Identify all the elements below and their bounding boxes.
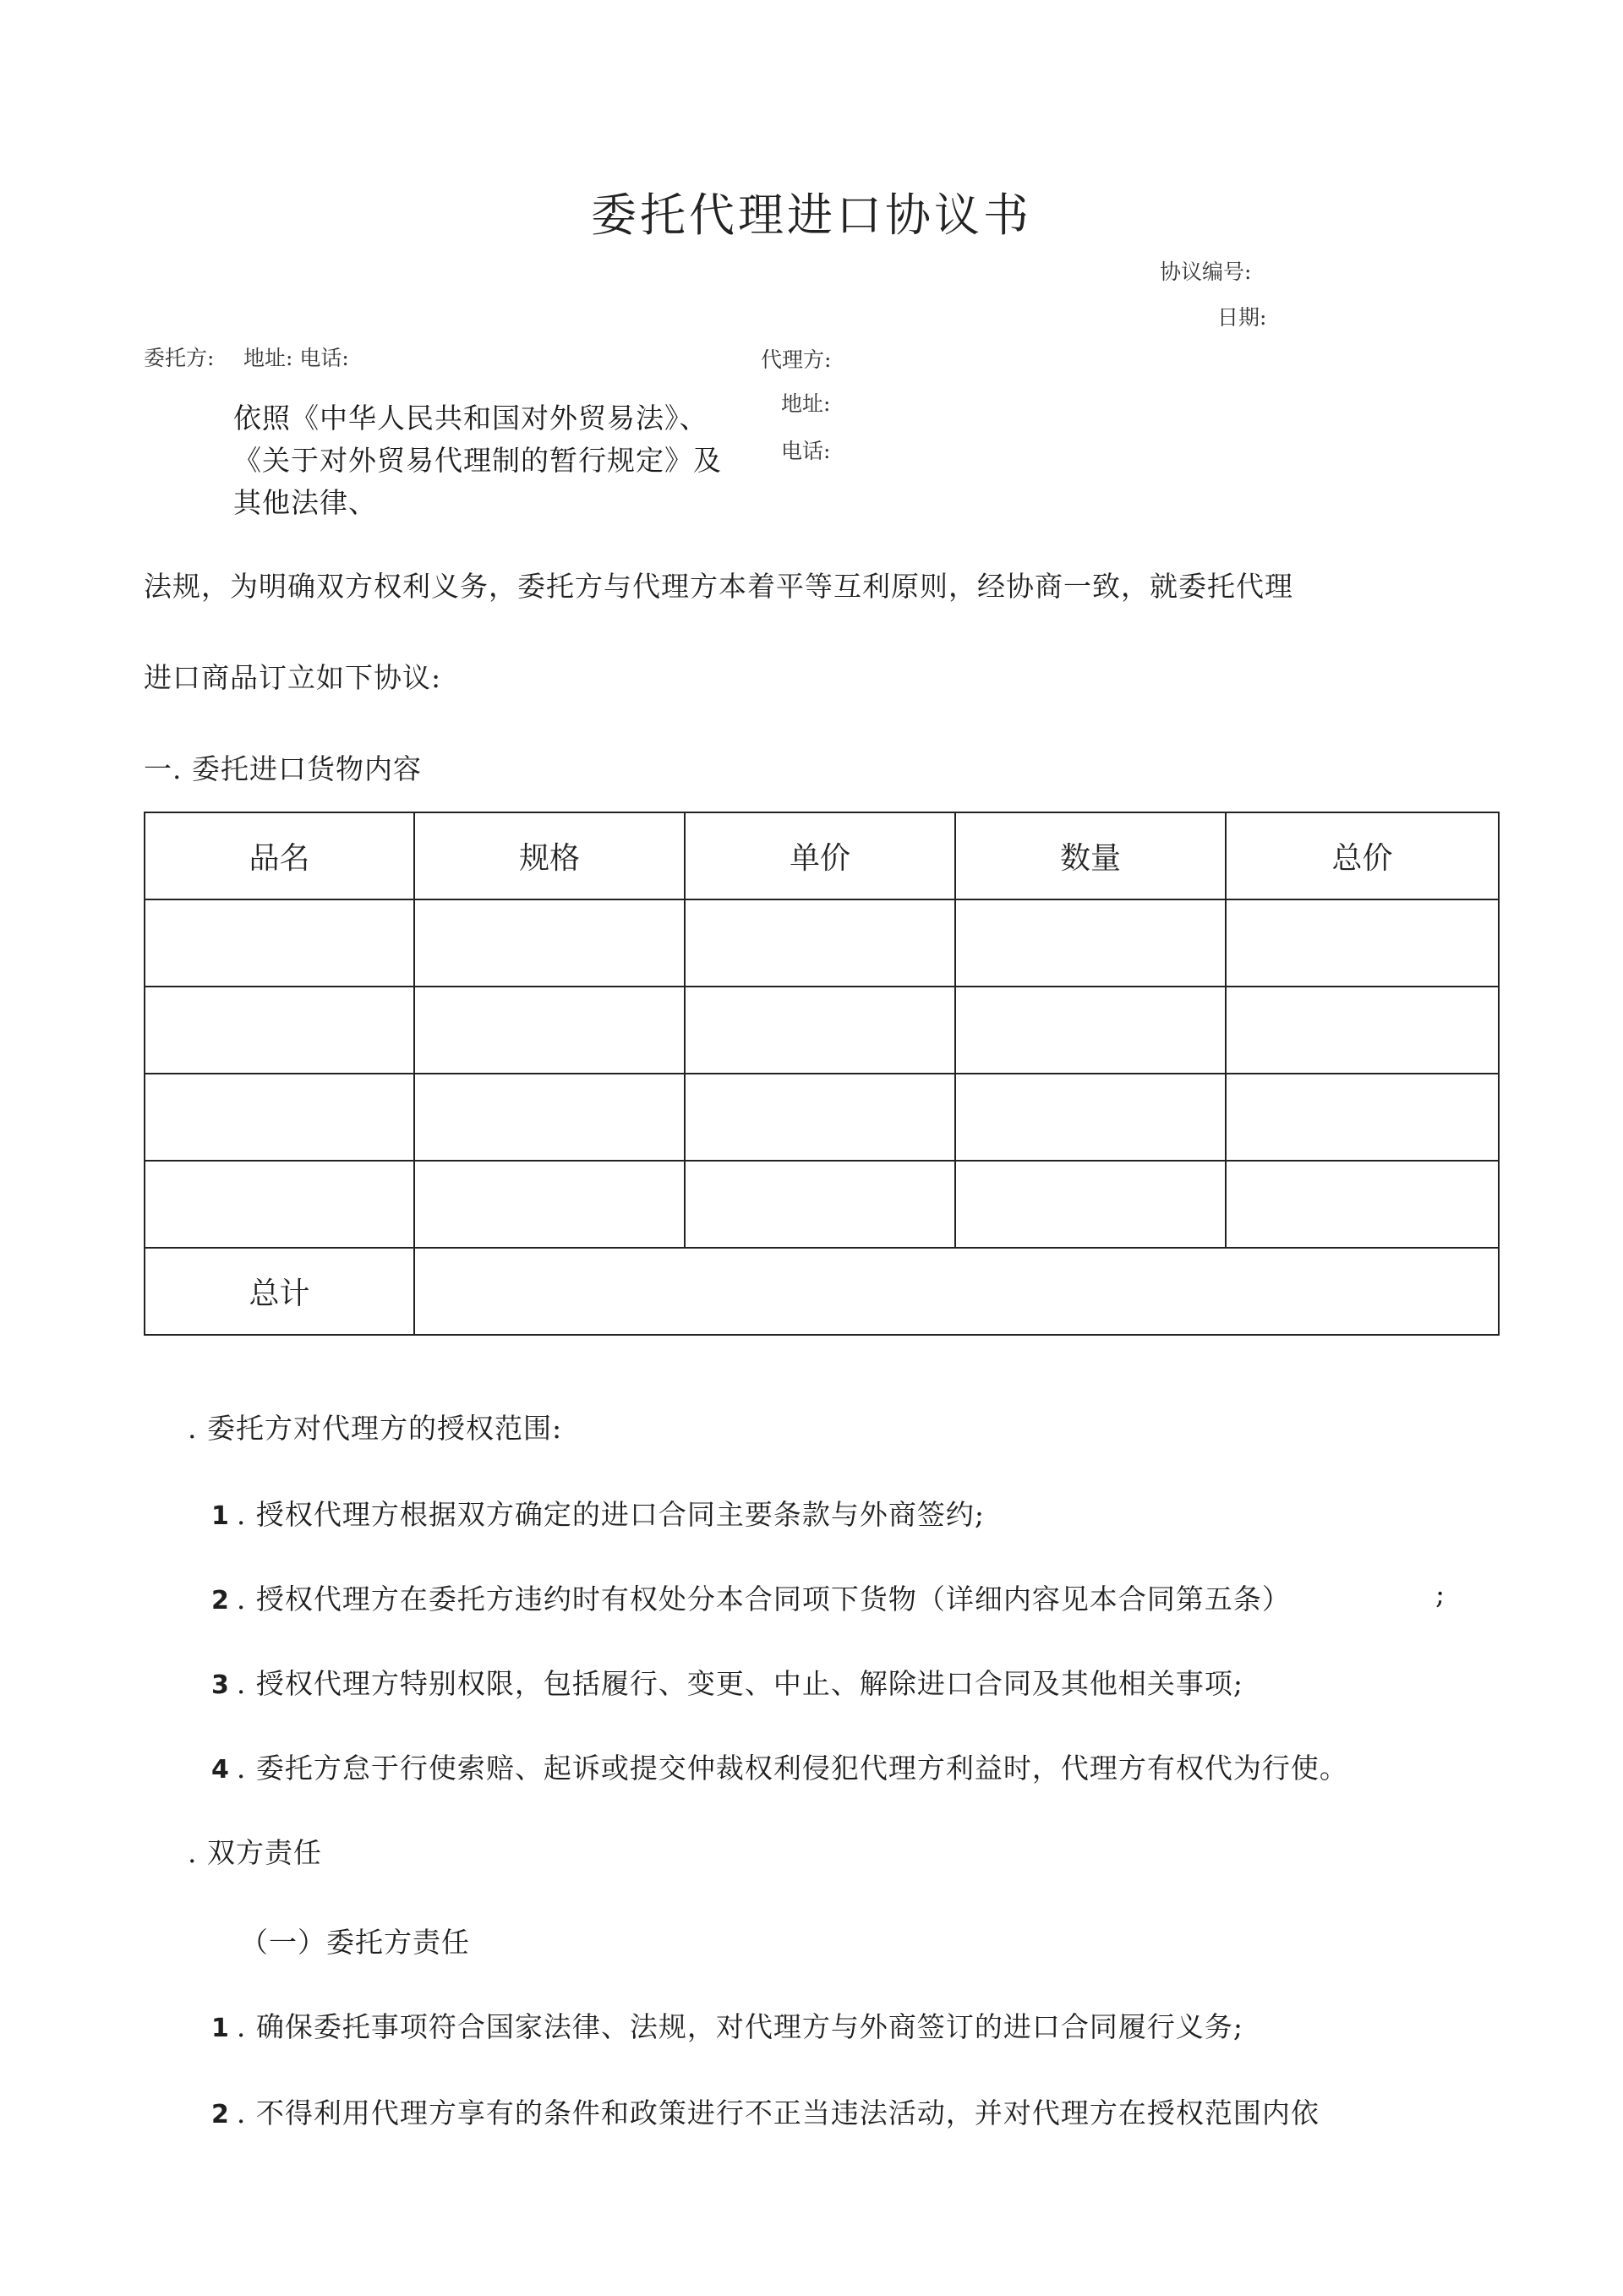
table-row bbox=[145, 1161, 1499, 1248]
intro-line-3: 其他法律、 bbox=[233, 486, 377, 519]
section1-heading: 一. 委托进口货物内容 bbox=[144, 752, 422, 785]
section2-item-2-tail: ; bbox=[1435, 1577, 1446, 1610]
table-cell[interactable] bbox=[685, 1161, 955, 1248]
table-cell[interactable] bbox=[414, 1074, 685, 1161]
goods-table bbox=[144, 812, 1500, 1336]
principal-address-phone-label: 地址: 电话: bbox=[243, 346, 349, 370]
table-cell[interactable] bbox=[414, 899, 685, 987]
table-cell[interactable] bbox=[685, 1074, 955, 1161]
table-cell[interactable] bbox=[1226, 987, 1499, 1074]
item-text: . 授权代理方在委托方违约时有权处分本合同项下货物（详细内容见本合同第五条） bbox=[236, 1583, 1291, 1615]
item-text: . 委托方怠于行使索赔、起诉或提交仲裁权利侵犯代理方利益时，代理方有权代为行使。 bbox=[236, 1752, 1348, 1785]
column-header-unit-price: 单价 bbox=[685, 812, 955, 899]
table-cell[interactable] bbox=[414, 1161, 685, 1248]
item-number: 2 bbox=[211, 1586, 230, 1615]
table-row bbox=[145, 1074, 1499, 1161]
agent-address-label: 地址: bbox=[781, 391, 831, 416]
section2-item-3 bbox=[211, 1662, 1243, 1702]
table-cell[interactable] bbox=[145, 1161, 414, 1248]
table-cell[interactable] bbox=[955, 1161, 1226, 1248]
section2-item-4 bbox=[211, 1747, 1348, 1786]
table-cell[interactable] bbox=[145, 899, 414, 987]
table-cell[interactable] bbox=[955, 1074, 1226, 1161]
table-cell[interactable] bbox=[1226, 899, 1499, 987]
table-cell[interactable] bbox=[955, 987, 1226, 1074]
section2-item-1 bbox=[211, 1493, 985, 1533]
item-number: 4 bbox=[211, 1755, 230, 1785]
table-cell[interactable] bbox=[685, 987, 955, 1074]
intro-line-2: 《关于对外贸易代理制的暂行规定》及 bbox=[233, 444, 722, 477]
item-text: . 确保委托事项符合国家法律、法规，对代理方与外商签订的进口合同履行义务; bbox=[236, 2010, 1243, 2043]
table-cell[interactable] bbox=[1226, 1161, 1499, 1248]
table-cell[interactable] bbox=[1226, 1074, 1499, 1161]
table-cell[interactable] bbox=[414, 987, 685, 1074]
column-header-spec: 规格 bbox=[414, 812, 685, 899]
table-cell[interactable] bbox=[955, 899, 1226, 987]
section2-item-2 bbox=[211, 1577, 1291, 1617]
table-header-row bbox=[145, 812, 1499, 899]
section2-heading: . 委托方对代理方的授权范围: bbox=[188, 1412, 563, 1445]
document-title: 委托代理进口协议书 bbox=[591, 189, 1032, 242]
column-header-quantity: 数量 bbox=[955, 812, 1226, 899]
intro-line-4: 法规，为明确双方权利义务，委托方与代理方本着平等互利原则，经协商一致，就委托代理 bbox=[144, 570, 1293, 603]
item-text: . 授权代理方根据双方确定的进口合同主要条款与外商签约; bbox=[236, 1498, 985, 1531]
item-number: 2 bbox=[211, 2100, 230, 2129]
item-text: . 不得利用代理方享有的条件和政策进行不正当违法活动，并对代理方在授权范围内依 bbox=[236, 2096, 1320, 2129]
total-value-cell[interactable] bbox=[414, 1248, 1499, 1335]
section3-item-2 bbox=[211, 2091, 1320, 2131]
total-label: 总计 bbox=[145, 1248, 414, 1335]
table-cell[interactable] bbox=[145, 1074, 414, 1161]
agreement-number-label: 协议编号: bbox=[1160, 260, 1252, 284]
table-row bbox=[145, 987, 1499, 1074]
intro-line-5: 进口商品订立如下协议: bbox=[144, 661, 442, 694]
column-header-total-price: 总价 bbox=[1226, 812, 1499, 899]
table-cell[interactable] bbox=[685, 899, 955, 987]
agent-phone-label: 电话: bbox=[781, 439, 831, 463]
date-label: 日期: bbox=[1217, 305, 1267, 330]
column-header-name: 品名 bbox=[145, 812, 414, 899]
item-number: 1 bbox=[211, 2014, 230, 2043]
intro-line-1: 依照《中华人民共和国对外贸易法》、 bbox=[233, 402, 708, 435]
section3-item-1 bbox=[211, 2005, 1243, 2045]
item-number: 3 bbox=[211, 1670, 230, 1700]
table-cell[interactable] bbox=[145, 987, 414, 1074]
table-row bbox=[145, 899, 1499, 987]
agent-label: 代理方: bbox=[761, 347, 832, 372]
item-number: 1 bbox=[211, 1501, 230, 1531]
principal-label: 委托方: bbox=[144, 346, 215, 370]
section3-heading: . 双方责任 bbox=[188, 1836, 322, 1869]
table-total-row bbox=[145, 1248, 1499, 1335]
item-text: . 授权代理方特别权限，包括履行、变更、中止、解除进口合同及其他相关事项; bbox=[236, 1667, 1243, 1700]
section3-subheading: （一）委托方责任 bbox=[240, 1926, 470, 1959]
intro-block bbox=[233, 397, 774, 524]
